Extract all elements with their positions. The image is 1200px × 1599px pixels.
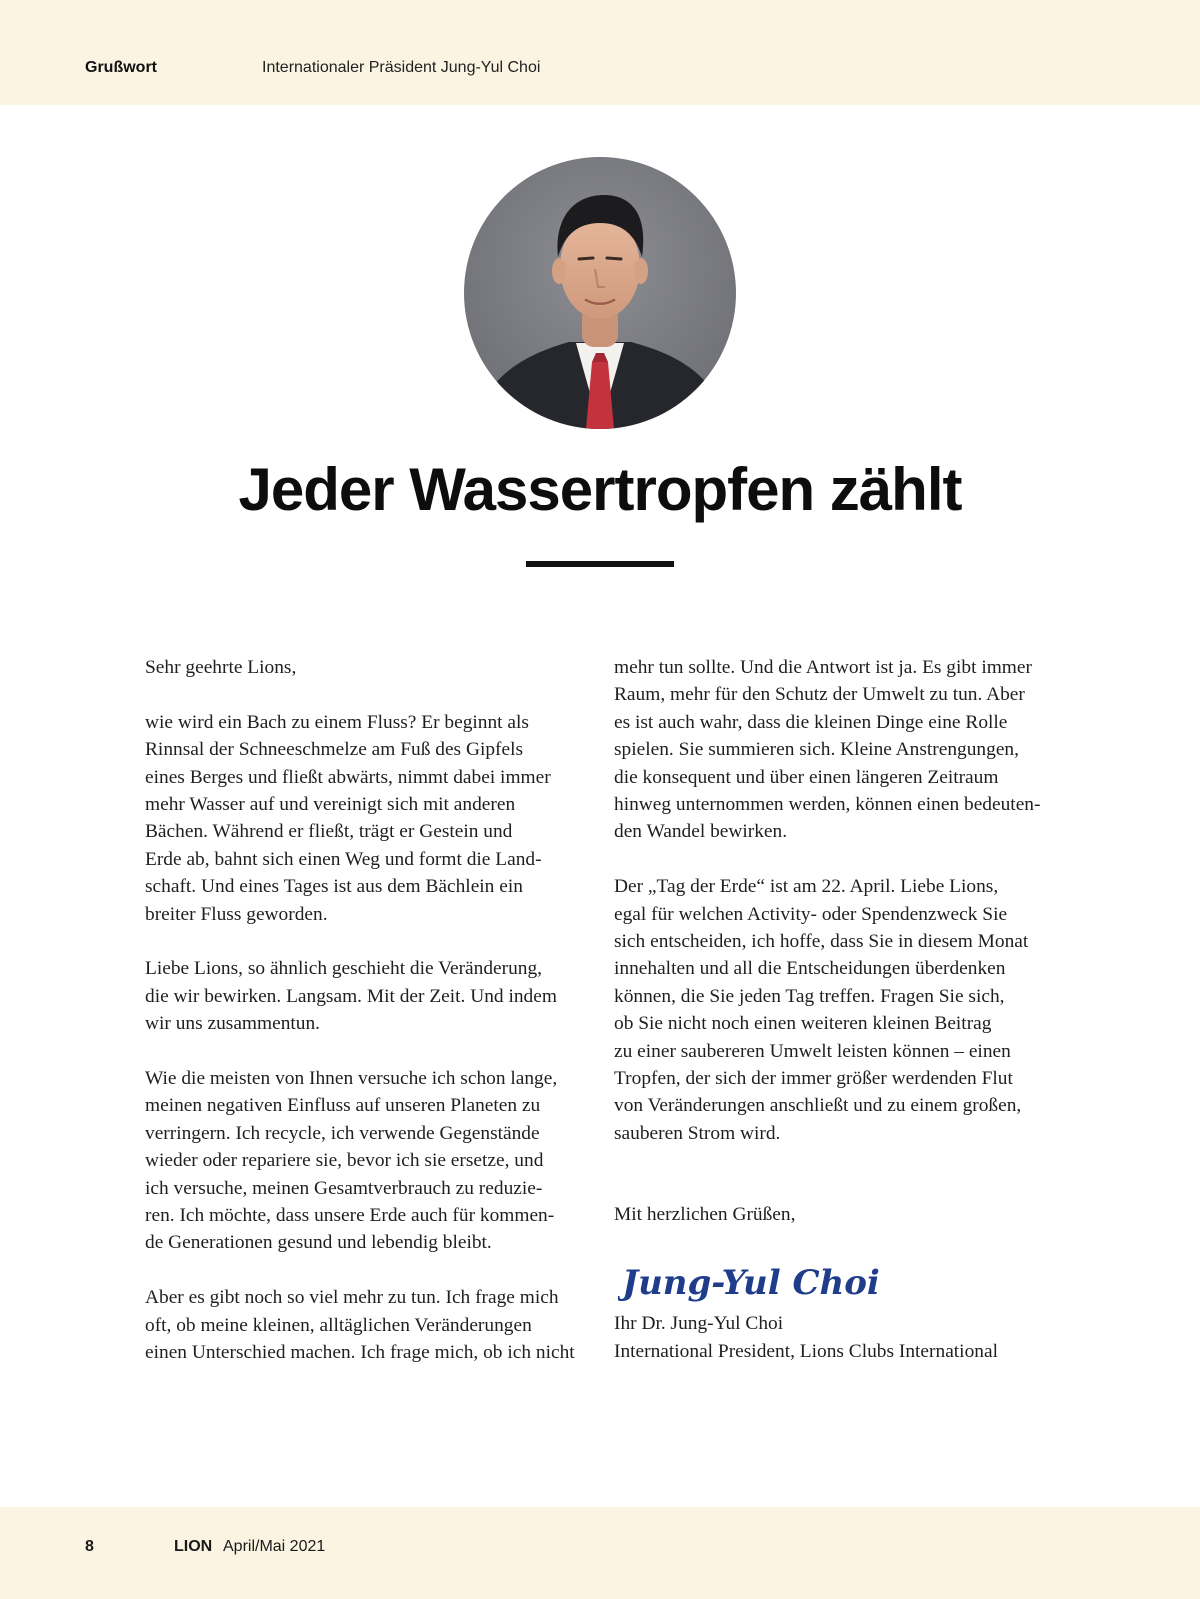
signature-image — [618, 1256, 928, 1306]
page-footer — [0, 1507, 1200, 1599]
signer-name: Ihr Dr. Jung-Yul Choi — [614, 1313, 784, 1335]
closing-line: Mit herzlichen Grüßen, — [614, 1204, 796, 1226]
page-title: Jeder Wassertropfen zählt — [238, 456, 962, 523]
header-subtitle: Internationaler Präsident Jung-Yul Choi — [262, 59, 541, 76]
body-paragraph: Wie die meisten von Ihnen versuche ich schon lange, meinen negativen Einfluss auf unseren Planeten zu verringern. Ich recycle, ich verwende Gegenstände wieder oder repariere sie, bevor ich sie ersetze, und ich versuche, meinen Gesamtverbrauch zu reduzie- ren. Ich möchte, dass unsere Erde auch für kommen- de Generationen gesund und lebendig bleibt. — [145, 1068, 558, 1254]
body-paragraph: wie wird ein Bach zu einem Fluss? Er beginnt als Rinnsal der Schneeschmelze am Fuß des Gipfels eines Berges und fließt abwärts, nimmt dabei immer mehr Wasser auf und vereinigt sich mit anderen Bächen. Während er fließt, trägt er Gestein und Erde ab, bahnt sich einen Weg und formt die Land- schaft. Und eines Tages ist aus dem Bächlein ein breiter Fluss geworden. — [145, 711, 551, 925]
right-column — [614, 654, 1064, 1365]
signer-title: International President, Lions Clubs International — [614, 1340, 998, 1362]
issue-date: April/Mai 2021 — [223, 1538, 326, 1555]
page-header — [0, 0, 1200, 105]
section-label: Grußwort — [85, 59, 157, 76]
salutation: Sehr geehrte Lions, — [145, 657, 297, 678]
portrait-illustration — [464, 157, 736, 429]
signature-text: Jung-Yul Choi — [622, 1263, 880, 1304]
title-divider — [526, 561, 674, 567]
body-paragraph: Aber es gibt noch so viel mehr zu tun. Ich frage mich oft, ob meine kleinen, alltäglichen Veränderungen einen Unterschied machen. Ich frage mich, ob ich nicht — [145, 1287, 575, 1364]
left-column — [145, 654, 593, 1394]
magazine-name: LION — [174, 1538, 213, 1555]
body-paragraph: Liebe Lions, so ähnlich geschieht die Veränderung, die wir bewirken. Langsam. Mit der Zeit. Und indem wir uns zusammentun. — [145, 958, 557, 1035]
portrait-photo — [464, 157, 736, 429]
body-paragraph: mehr tun sollte. Und die Antwort ist ja. Es gibt immer Raum, mehr für den Schutz der Umwelt zu tun. Aber es ist auch wahr, dass die kleinen Dinge eine Rolle spielen. Sie summieren sich. Kleine Anstrengungen, die konsequent und über einen längeren Zeitraum hinweg unternommen werden, können einen bedeuten- den Wandel bewirken. — [614, 657, 1041, 843]
body-paragraph: Der „Tag der Erde“ ist am 22. April. Liebe Lions, egal für welchen Activity- oder Spendenzweck Sie sich entscheiden, ich hoffe, dass Sie in diesem Monat innehalten und all die Entscheidungen überdenken können, die Sie jeden Tag treffen. Fragen Sie sich, ob Sie nicht noch einen weiteren kleinen Beitrag zu einer saubereren Umwelt leisten können – einen Tropfen, der sich der immer größer werdenden Flut von Veränderungen anschließt und zu einem großen, sauberen Strom wird. — [614, 876, 1029, 1144]
page-number: 8 — [85, 1538, 94, 1555]
